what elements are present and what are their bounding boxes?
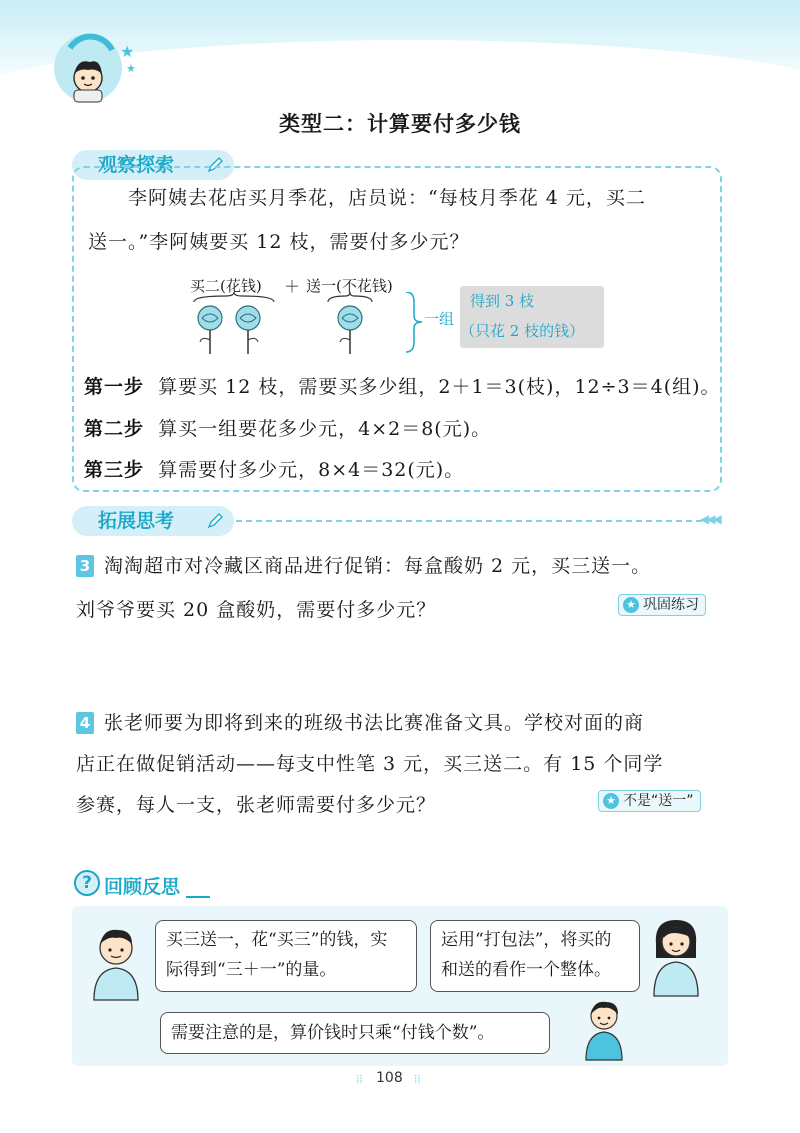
speech-bubble-2 <box>430 920 640 992</box>
diagram-group-label: 一组 <box>424 310 455 328</box>
bubble-2-line-2: 和送的看作一个整体。 <box>441 960 611 980</box>
section-header-extend <box>72 506 234 536</box>
question-number: 3 <box>76 555 94 577</box>
diagram-note-line2: （只花 2 枝的钱） <box>460 322 585 340</box>
header-underline <box>186 896 210 898</box>
step-text: 算买一组要花多少元，4×2＝8(元)。 <box>158 418 492 440</box>
step-text: 算要买 12 枝，需要买多少组，2＋1＝3(枝)，12÷3＝4(组)。 <box>158 376 721 398</box>
q3-line-2: 刘爷爷要买 20 盒酸奶，需要付多少元？ <box>76 599 437 621</box>
speech-bubble-1 <box>155 920 417 992</box>
step-1 <box>84 373 724 401</box>
q4-line-1: 张老师要为即将到来的班级书法比赛准备文具。学校对面的商 <box>104 712 645 734</box>
page-number-deco-right: ⁞⁞ <box>414 1072 421 1086</box>
q4-line-3: 参赛，每人一支，张老师需要付多少元？ <box>76 794 437 816</box>
problem-line-1: 李阿姨去花店买月季花，店员说：“每枝月季花 4 元，买二 <box>128 187 646 209</box>
problem-line-2: 送一。”李阿姨要买 12 枝，需要付多少元？ <box>88 231 470 253</box>
star-icon: ★ <box>603 793 619 809</box>
bubble-1-line-1: 买三送一，花“买三”的钱，实 <box>166 930 388 950</box>
question-mark-icon: ? <box>74 870 100 896</box>
q4-tag <box>598 790 701 812</box>
boy-avatar <box>82 922 152 1002</box>
step-label: 第二步 <box>84 418 145 440</box>
step-label: 第三步 <box>84 459 145 481</box>
bubble-2-line-1: 运用“打包法”，将买的 <box>441 930 612 950</box>
q3-line-1: 淘淘超市对冷藏区商品进行促销：每盒酸奶 2 元，买三送一。 <box>104 555 652 577</box>
tag-label: 巩固练习 <box>643 597 699 613</box>
pencil-icon <box>206 512 224 530</box>
q4-line-2: 店正在做促销活动——每支中性笔 3 元，买三送二。有 15 个同学 <box>76 753 664 775</box>
section-header-label: 拓展思考 <box>98 510 175 532</box>
question-number: 4 <box>76 712 94 734</box>
page-number: 108 <box>376 1070 403 1086</box>
review-header: 回顾反思 <box>104 876 181 898</box>
rose-icon <box>198 306 222 354</box>
rose-icon <box>338 306 362 354</box>
star-icon: ★ <box>120 42 135 61</box>
star-icon: ★ <box>126 62 136 75</box>
page-title: 类型二：计算要付多少钱 <box>279 112 521 136</box>
tag-label: 不是“送一” <box>623 793 694 809</box>
step-label: 第一步 <box>84 376 145 398</box>
diagram-note-box <box>460 286 604 348</box>
section-divider <box>236 520 702 522</box>
rose-icon <box>236 306 260 354</box>
q3-tag <box>618 594 706 616</box>
page-number-deco-left: ⁞⁞ <box>356 1072 363 1086</box>
section-header-label: 观察探索 <box>98 154 175 176</box>
diagram-plus: ＋ <box>284 277 301 296</box>
girl-avatar <box>640 914 712 998</box>
diagram-note-line1: 得到 3 枝 <box>470 292 535 310</box>
step-2 <box>84 415 724 443</box>
step-text: 算需要付多少元，8×4＝32(元)。 <box>158 459 465 481</box>
speech-bubble-3: 需要注意的是，算价钱时只乘“付钱个数”。 <box>160 1012 550 1054</box>
bubble-1-line-2: 际得到“三＋一”的量。 <box>166 960 337 980</box>
boy-avatar-small <box>576 996 632 1062</box>
star-icon: ★ <box>623 597 639 613</box>
diagram-buy-label: 买二(花钱) <box>190 277 262 295</box>
mascot-logo <box>50 28 130 108</box>
step-3 <box>84 456 724 484</box>
diagram-gift-label: 送一(不花钱) <box>306 277 393 295</box>
arrow-left-icon: ◀◀◀ <box>700 512 719 526</box>
